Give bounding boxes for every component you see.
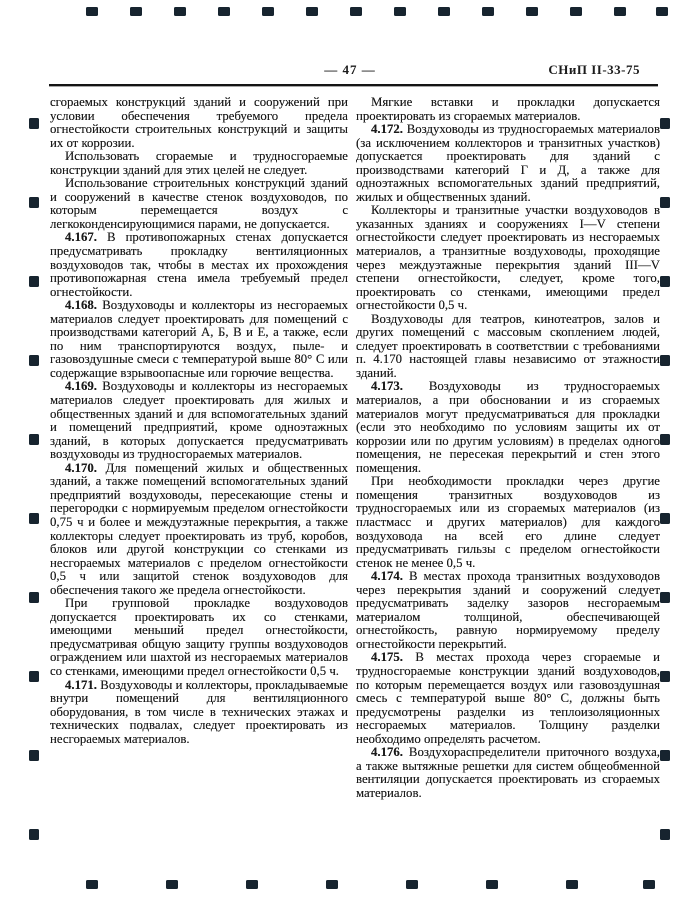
scan-mark: [29, 829, 39, 840]
scan-mark: [166, 880, 178, 889]
clause-number: 4.170.: [65, 460, 106, 475]
clause-number: 4.169.: [65, 379, 103, 394]
clause-number: 4.173.: [371, 379, 429, 394]
paragraph: Воздуховоды для театров, кинотеатров, залов и других помещений с массовым скоплением людей, следует проектировать в соответствии с требованиями п. 4.170 настоящей главы независимо от этажности зданий.: [356, 311, 660, 380]
paragraph: 4.176. Воздухораспределители приточного воздуха, а также вытяжные решетки для систем общеобменной вентиляции допускается проектировать из сгораемых материалов.: [356, 745, 660, 800]
paragraph: 4.174. В местах прохода транзитных воздуховодов через перекрытия зданий и сооружений следует предусматривать заделку зазоров несгораемым материалом толщиной, обеспечивающей огнестойкость, равную нормируемому пределу огнестойкости перекрытий.: [356, 569, 660, 651]
scan-mark: [246, 880, 258, 889]
scan-mark: [566, 880, 578, 889]
paragraph: 4.171. Воздуховоды и коллекторы, прокладываемые внутри помещений для вентиляционного оборудования, в том числе в технических этажах и технических подвалах, следует проектировать из несгораемых материалов.: [50, 677, 348, 746]
paragraph: 4.173. Воздуховоды из трудносгораемых материалов, а при обосновании и из сгораемых материалов могут предусматриваться для прокладки (если это необходимо по условиям защиты их от коррозии или по другим условиям) в пределах одного помещения, не пересекая перекрытий и стен этого помещения.: [356, 379, 660, 475]
clause-number: 4.172.: [371, 122, 407, 137]
clause-number: 4.167.: [65, 230, 108, 245]
clause-number: 4.176.: [371, 745, 409, 760]
scan-mark: [656, 7, 668, 16]
clause-number: 4.171.: [65, 677, 101, 692]
scan-mark: [394, 7, 406, 16]
scan-mark: [660, 750, 670, 761]
scan-mark: [29, 434, 39, 445]
clause-number: 4.168.: [65, 298, 103, 313]
scan-mark: [406, 880, 418, 889]
scan-mark: [660, 355, 670, 366]
clause-number: 4.174.: [371, 569, 410, 584]
scan-mark: [29, 592, 39, 603]
clause-number: 4.175.: [371, 650, 416, 665]
page-number: — 47 —: [324, 62, 376, 77]
paragraph: При необходимости прокладки через другие помещения транзитных воздуховодов из трудносгораемых или из сгораемых материалов (из пластмасс и других материалов) для каждого воздуховода на всей его длине следует предусматривать гильзы с пределом огнестойкости стенок не менее 0,5 ч.: [356, 474, 660, 570]
scan-mark: [570, 7, 582, 16]
scan-mark: [262, 7, 274, 16]
scan-mark: [29, 118, 39, 129]
scan-mark: [29, 513, 39, 524]
paragraph: При групповой прокладке воздуховодов допускается проектировать их со стенками, имеющими меньший предел огнестойкости, предусматривая общую защиту группы воздуховодов ограждением или шахтой из несгораемых материалов со стенками, имеющими предел огнестойкости 0,5 ч.: [50, 596, 348, 678]
scan-mark: [526, 7, 538, 16]
scan-mark: [29, 197, 39, 208]
paragraph: Использовать сгораемые и трудносгораемые конструкции зданий для этих целей не следует.: [50, 149, 348, 177]
scan-mark: [29, 671, 39, 682]
right-column: [356, 96, 660, 800]
header-rule: [49, 84, 658, 86]
scan-mark: [130, 7, 142, 16]
scan-mark: [660, 118, 670, 129]
scan-mark: [660, 829, 670, 840]
paragraph: 4.172. Воздуховоды из трудносгораемых материалов (за исключением коллекторов и транзитных участков) допускается проектировать для зданий с производствами категорий Г и Д, а также для одноэтажных вспомогательных зданий предприятий, жилых и общественных зданий.: [356, 122, 660, 204]
scan-mark: [660, 197, 670, 208]
scan-mark: [326, 880, 338, 889]
scan-mark: [643, 880, 655, 889]
scan-mark: [86, 880, 98, 889]
scan-mark: [174, 7, 186, 16]
scan-mark: [486, 880, 498, 889]
scan-mark: [29, 750, 39, 761]
left-column: [50, 96, 348, 800]
paragraph: Использование строительных конструкций зданий и сооружений в качестве стенок воздуховодов, по которым перемещается воздух с легкоконденсирующимися парами, не допускается.: [50, 176, 348, 231]
paragraph: 4.168. Воздуховоды и коллекторы из несгораемых материалов следует проектировать для помещений с производствами категорий А, Б, В и Е, а также, если по ним транспортируются воздух, пыле- и газовоздушные смеси с температурой выше 80° С или содержащие взрывоопасные или горючие вещества.: [50, 298, 348, 380]
paragraph: 4.169. Воздуховоды и коллекторы из несгораемых материалов следует проектировать для жилых и общественных зданий и для вспомогательных зданий и помещений предприятий, кроме одноэтажных зданий, в которых допускается предусматривать воздуховоды из трудносгораемых материалов.: [50, 379, 348, 462]
scan-mark: [660, 671, 670, 682]
document-code: СНиП II-33-75: [548, 62, 640, 77]
scan-mark: [86, 7, 98, 16]
scan-mark: [218, 7, 230, 16]
scan-mark: [29, 355, 39, 366]
text-columns: [50, 96, 660, 800]
scan-mark: [306, 7, 318, 16]
scan-mark: [29, 276, 39, 287]
scan-mark: [660, 592, 670, 603]
scan-mark: [660, 513, 670, 524]
scan-mark: [660, 434, 670, 445]
scan-mark: [438, 7, 450, 16]
paragraph: 4.170. Для помещений жилых и общественных зданий, а также помещений вспомогательных зданий предприятий воздуховоды, пересекающие стены и перегородки с нормируемым пределом огнестойкости 0,75 ч и более и междуэтажные перекрытия, а также коллекторы следует проектировать из труб, коробов, блоков или другой конструкции со стенками из несгораемых материалов с пределом огнестойкости 0,5 ч или защитой стенок воздуховодов для обеспечения такого же предела огнестойкости.: [50, 460, 348, 597]
scan-mark: [660, 276, 670, 287]
paragraph: 4.167. В противопожарных стенах допускается предусматривать прокладку вентиляционных воздуховодов так, чтобы в местах их прохождения противопожарная стена имела требуемый предел огнестойкости.: [50, 230, 348, 299]
paragraph: сгораемых конструкций зданий и сооружений при условии обеспечения требуемого предела огнестойкости строительных конструкций и защиты их от коррозии.: [50, 95, 348, 150]
scan-mark: [482, 7, 494, 16]
paragraph: Коллекторы и транзитные участки воздуховодов в указанных зданиях и сооружениях I—V степени огнестойкости следует проектировать из несгораемых материалов, а транзитные воздуховоды, проходящие через междуэтажные перекрытия зданий III—V степени огнестойкости, следует, кроме того, проектировать со стенками, имеющими предел огнестойкости 0,5 ч.: [356, 203, 660, 313]
paragraph: 4.175. В местах прохода через сгораемые и трудносгораемые конструкции зданий воздуховодов, по которым перемещается воздух или газовоздушная смесь с температурой выше 80° С, должны быть предусмотрены разделки из теплоизоляционных несгораемых материалов. Толщину разделки необходимо определять расчетом.: [356, 650, 660, 746]
paragraph: Мягкие вставки и прокладки допускается проектировать из сгораемых материалов.: [356, 95, 660, 123]
scan-mark: [350, 7, 362, 16]
scan-mark: [614, 7, 626, 16]
